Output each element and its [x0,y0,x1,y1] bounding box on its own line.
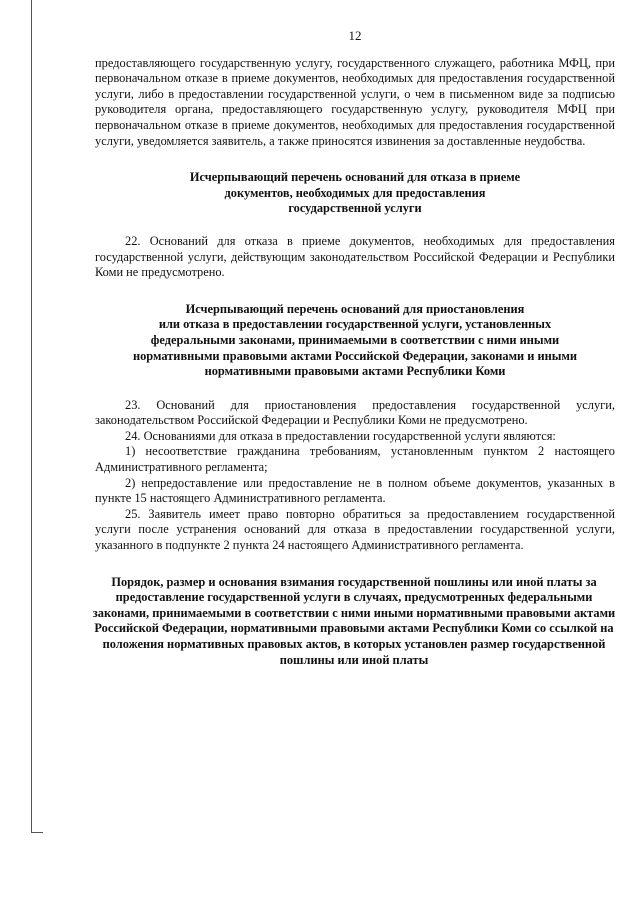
heading-line: Исчерпывающий перечень оснований для отказа в приеме [189,170,521,185]
heading-line: нормативными правовыми актами Российской Федерации, законами и иными [132,348,578,363]
heading-line: документов, необходимых для предоставления [224,185,486,200]
intro-paragraph: предоставляющего государственную услугу, государственного служащего, работника МФЦ, при первоначальном отказе в приеме документов, необходимых для предоставления государственной услуги, либо в предоставлении государственной услуги, о чем в письменном виде за подписью руководителя органа, предоставляющего государственную услугу, руководителя МФЦ при первоначальном отказе в приеме документов, необходимых для предоставления государственной услуги, уведомляется заявитель, а также приносятся извинения за доставленные неудобства. [95,55,615,148]
paragraph-24-item-1: 1) несоответствие гражданина требованиям, установленным пунктом 2 настоящего Административного регламента; [95,444,615,475]
paragraph-22: 22. Оснований для отказа в приеме документов, необходимых для предоставления государственной услуги, действующим законодательством Российской Федерации и Республики Коми не предусмотрено. [95,233,615,280]
heading-line: нормативными правовыми актами Республики Коми [204,364,506,379]
heading-line: федеральными законами, принимаемыми в соответствии с ними иными [150,332,560,347]
heading-line: или отказа в предоставлении государственной услуги, установленных [158,317,552,332]
paragraph-23: 23. Оснований для приостановления предоставления государственной услуги, законодательством Российской Федерации и Республики Коми не предусмотрено. [95,397,615,428]
document-page [92,28,616,668]
paragraph-25: 25. Заявитель имеет право повторно обратиться за предоставлением государственной услуги после устранения оснований для отказа в предоставлении государственной услуги, указанного в подпункте 2 пункта 24 настоящего Административного регламента. [95,506,615,553]
heading-suspension-refusal [95,302,615,380]
scan-left-edge-line [31,0,32,832]
page-number: 12 [348,28,362,43]
scan-bottom-edge-mark [31,832,43,833]
heading-state-fee: Порядок, размер и основания взимания государственной пошлины или иной платы за предоставление государственной услуги в случаях, предусмотренных федеральными законами, принимаемыми в соответствии с ними иными нормативными правовыми актами Российской Федерации, нормативными правовыми актами Республики Коми со ссылкой на положения нормативных правовых актов, в которых установлен размер государственной пошлины или иной платы [92,574,616,667]
heading-refusal-documents [95,170,615,217]
heading-line: Исчерпывающий перечень оснований для приостановления [185,301,525,316]
heading-line: государственной услуги [288,201,422,216]
paragraph-24-item-2: 2) непредоставление или предоставление не в полном объеме документов, указанных в пункте 15 настоящего Административного регламента. [95,475,615,506]
paragraph-24: 24. Основаниями для отказа в предоставлении государственной услуги являются: [125,428,556,443]
